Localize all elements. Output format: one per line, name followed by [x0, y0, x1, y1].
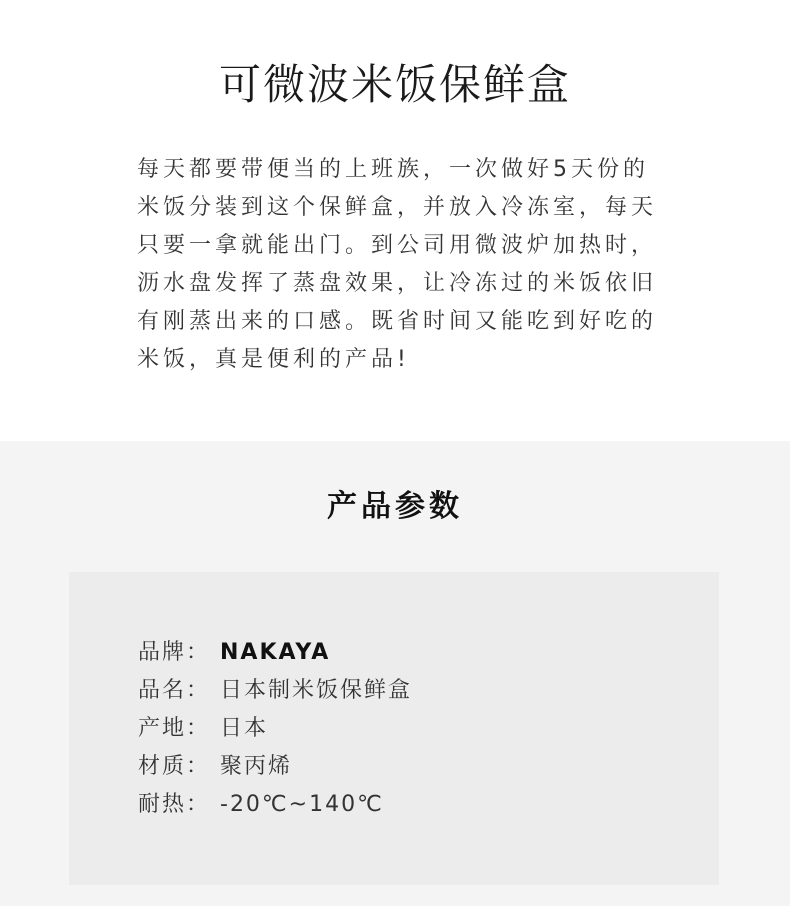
spec-value: 聚丙烯: [220, 754, 293, 779]
spec-row-material: [138, 748, 698, 786]
spec-value: 日本制米饭保鲜盒: [220, 678, 413, 703]
spec-row-brand: [138, 634, 698, 672]
description-line: 米饭，真是便利的产品!: [137, 347, 410, 372]
spec-label: 耐热：: [138, 792, 211, 817]
spec-row-origin: [138, 710, 698, 748]
description-line: 只要一拿就能出门。到公司用微波炉加热时，: [137, 233, 658, 258]
specs-section: [0, 441, 790, 906]
product-title: 可微波米饭保鲜盒: [218, 60, 571, 109]
spec-value: 日本: [220, 716, 269, 741]
spec-value: NAKAYA: [220, 640, 331, 665]
specs-table: [69, 572, 719, 885]
spec-row-heat-resistance: [138, 786, 698, 824]
spec-label: 品名：: [138, 678, 211, 703]
description-line: 米饭分装到这个保鲜盒，并放入冷冻室，每天: [137, 195, 658, 220]
spec-row-name: [138, 672, 698, 710]
description-line: 沥水盘发挥了蒸盘效果，让冷冻过的米饭依旧: [137, 271, 658, 296]
spec-label: 品牌：: [138, 640, 211, 665]
spec-label: 产地：: [138, 716, 211, 741]
description-line: 每天都要带便当的上班族，一次做好5天份的: [137, 157, 649, 182]
product-description: [137, 151, 697, 379]
specs-title: 产品参数: [327, 489, 463, 524]
description-line: 有刚蒸出来的口感。既省时间又能吃到好吃的: [137, 309, 658, 334]
intro-section: [0, 0, 790, 441]
spec-label: 材质：: [138, 754, 211, 779]
spec-value: -20℃~140℃: [220, 792, 384, 817]
